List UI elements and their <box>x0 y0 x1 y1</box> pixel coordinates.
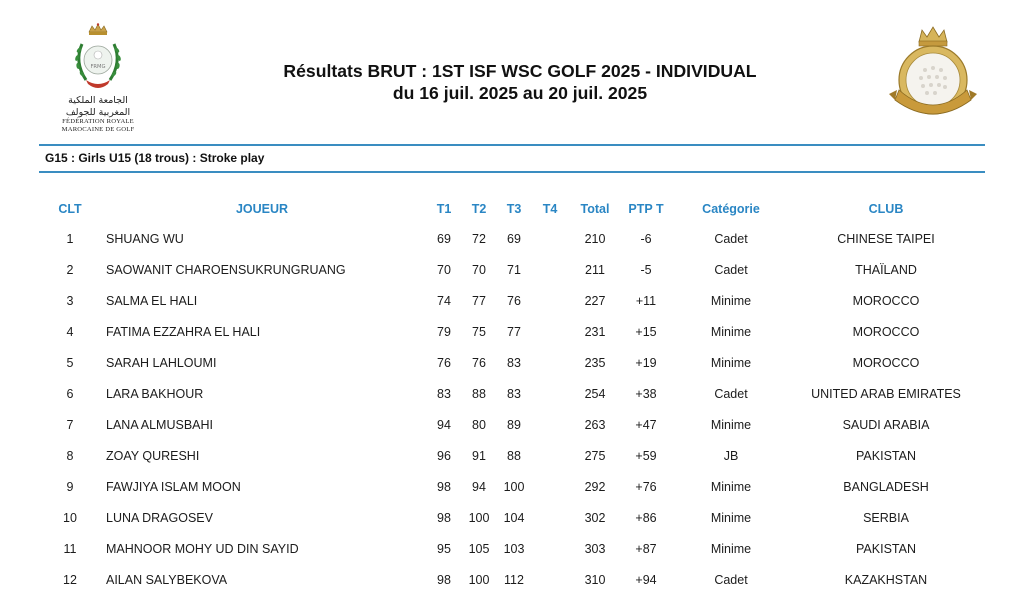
cell-clt: 6 <box>66 387 74 401</box>
cell-categorie: Minime <box>710 511 752 525</box>
cell-t1: 96 <box>437 449 451 463</box>
col-header-joueur: JOUEUR <box>235 202 289 216</box>
cell-categorie: Minime <box>710 294 752 308</box>
cell-clt: 9 <box>66 480 74 494</box>
cell-t3: 83 <box>507 387 521 401</box>
cell-ptp: +94 <box>635 573 657 587</box>
cell-total: 302 <box>584 511 606 525</box>
cell-t3: 83 <box>507 356 521 370</box>
cell-ptp: +76 <box>635 480 657 494</box>
cell-total: 254 <box>584 387 606 401</box>
cell-total: 211 <box>585 263 605 277</box>
cell-t2: 91 <box>472 449 486 463</box>
cell-t2: 72 <box>472 232 486 246</box>
cell-ptp: -6 <box>640 232 652 246</box>
col-header-clt: CLT <box>58 202 82 216</box>
cell-categorie: Minime <box>710 542 752 556</box>
cell-t1: 76 <box>437 356 451 370</box>
cell-total: 310 <box>584 573 606 587</box>
cell-t2: 105 <box>468 542 490 556</box>
cell-ptp: +15 <box>635 325 657 339</box>
col-header-total: Total <box>580 202 610 216</box>
cell-joueur: SARAH LAHLOUMI <box>106 356 217 370</box>
frmg-arabic-line2: المغربية للجولف <box>65 107 131 118</box>
cell-categorie: JB <box>723 449 739 463</box>
cell-t3: 100 <box>503 480 525 494</box>
cell-t2: 77 <box>472 294 486 308</box>
cell-ptp: +87 <box>635 542 657 556</box>
col-header-t1: T1 <box>436 202 452 216</box>
cell-total: 210 <box>584 232 606 246</box>
cell-categorie: Minime <box>710 325 752 339</box>
cell-joueur: FATIMA EZZAHRA EL HALI <box>106 325 261 339</box>
report-title-line2: du 16 juil. 2025 au 20 juil. 2025 <box>392 83 648 103</box>
cell-total: 292 <box>584 480 606 494</box>
cell-t1: 94 <box>437 418 451 432</box>
frmg-french-line2: MAROCAINE DE GOLF <box>61 126 135 133</box>
cell-ptp: +47 <box>635 418 657 432</box>
cell-club: PAKISTAN <box>856 449 916 463</box>
cell-t1: 95 <box>437 542 451 556</box>
cell-clt: 10 <box>63 511 77 525</box>
cell-joueur: SHUANG WU <box>106 232 184 246</box>
cell-total: 227 <box>584 294 606 308</box>
cell-t1: 83 <box>437 387 451 401</box>
cell-t1: 69 <box>437 232 451 246</box>
cell-club: BANGLADESH <box>843 480 929 494</box>
cell-club: SAUDI ARABIA <box>842 418 930 432</box>
report-title-line1: Résultats BRUT : 1ST ISF WSC GOLF 2025 - INDIVIDUAL <box>283 61 757 81</box>
col-header-t4: T4 <box>542 202 558 216</box>
frmg-french-line1: FÉDÉRATION ROYALE <box>62 118 134 125</box>
cell-joueur: SALMA EL HALI <box>106 294 198 308</box>
cell-ptp: +38 <box>635 387 657 401</box>
cell-club: CHINESE TAIPEI <box>837 232 935 246</box>
cell-clt: 12 <box>63 573 77 587</box>
cell-t1: 74 <box>437 294 451 308</box>
cell-club: SERBIA <box>863 511 909 525</box>
cell-clt: 1 <box>66 232 74 246</box>
cell-t2: 80 <box>472 418 486 432</box>
cell-categorie: Cadet <box>714 263 748 277</box>
cell-categorie: Minime <box>710 418 752 432</box>
col-header-t2: T2 <box>471 202 487 216</box>
cell-t3: 104 <box>503 511 525 525</box>
col-header-categorie: Catégorie <box>702 202 760 216</box>
cell-t3: 71 <box>507 263 521 277</box>
cell-t2: 100 <box>468 573 490 587</box>
cell-t3: 77 <box>507 325 521 339</box>
cell-t3: 88 <box>507 449 521 463</box>
cell-club: THAÏLAND <box>855 263 917 277</box>
cell-joueur: FAWJIYA ISLAM MOON <box>106 480 241 494</box>
cell-t3: 112 <box>504 573 524 587</box>
cell-t3: 103 <box>503 542 525 556</box>
cell-t2: 70 <box>472 263 486 277</box>
cell-joueur: LANA ALMUSBAHI <box>106 418 213 432</box>
cell-t2: 75 <box>472 325 486 339</box>
cell-clt: 8 <box>66 449 74 463</box>
frmg-arabic-line1: الجامعة الملكية <box>68 95 128 106</box>
cell-ptp: -5 <box>640 263 652 277</box>
cell-t1: 98 <box>437 573 451 587</box>
cell-categorie: Cadet <box>714 387 748 401</box>
cell-total: 263 <box>584 418 606 432</box>
cell-t1: 70 <box>437 263 451 277</box>
cell-t2: 76 <box>472 356 486 370</box>
cell-t1: 98 <box>437 480 451 494</box>
cell-ptp: +11 <box>635 294 657 308</box>
cell-total: 235 <box>584 356 606 370</box>
cell-club: MOROCCO <box>852 356 920 370</box>
cell-ptp: +86 <box>635 511 657 525</box>
cell-t3: 89 <box>507 418 521 432</box>
col-header-ptp: PTP T <box>628 202 664 216</box>
cell-t2: 88 <box>472 387 486 401</box>
cell-categorie: Minime <box>710 356 752 370</box>
cell-t2: 94 <box>472 480 486 494</box>
cell-club: UNITED ARAB EMIRATES <box>811 387 961 401</box>
cell-club: MOROCCO <box>852 294 920 308</box>
cell-clt: 5 <box>66 356 74 370</box>
cell-clt: 7 <box>66 418 74 432</box>
cell-t3: 76 <box>507 294 521 308</box>
cell-joueur: LARA BAKHOUR <box>106 387 204 401</box>
cell-joueur: AILAN SALYBEKOVA <box>106 573 228 587</box>
cell-club: MOROCCO <box>852 325 920 339</box>
cell-t1: 98 <box>437 511 451 525</box>
cell-joueur: LUNA DRAGOSEV <box>106 511 213 525</box>
cell-ptp: +19 <box>635 356 657 370</box>
cell-joueur: MAHNOOR MOHY UD DIN SAYID <box>106 542 299 556</box>
section-title: G15 : Girls U15 (18 trous) : Stroke play <box>45 151 265 165</box>
cell-total: 231 <box>584 325 606 339</box>
cell-t3: 69 <box>507 232 521 246</box>
cell-categorie: Minime <box>710 480 752 494</box>
cell-clt: 3 <box>66 294 74 308</box>
frmg-emblem-text: FRMG <box>90 64 106 70</box>
cell-t1: 79 <box>437 325 451 339</box>
cell-club: PAKISTAN <box>856 542 916 556</box>
cell-clt: 4 <box>66 325 74 339</box>
col-header-club: CLUB <box>868 202 904 216</box>
cell-categorie: Cadet <box>714 232 748 246</box>
cell-ptp: +59 <box>635 449 657 463</box>
cell-joueur: SAOWANIT CHAROENSUKRUNGRUANG <box>106 263 346 277</box>
cell-total: 275 <box>584 449 606 463</box>
cell-clt: 11 <box>63 542 77 556</box>
col-header-t3: T3 <box>506 202 522 216</box>
cell-t2: 100 <box>468 511 490 525</box>
cell-club: KAZAKHSTAN <box>844 573 928 587</box>
cell-clt: 2 <box>66 263 74 277</box>
cell-total: 303 <box>584 542 606 556</box>
cell-categorie: Cadet <box>714 573 748 587</box>
cell-joueur: ZOAY QURESHI <box>106 449 200 463</box>
